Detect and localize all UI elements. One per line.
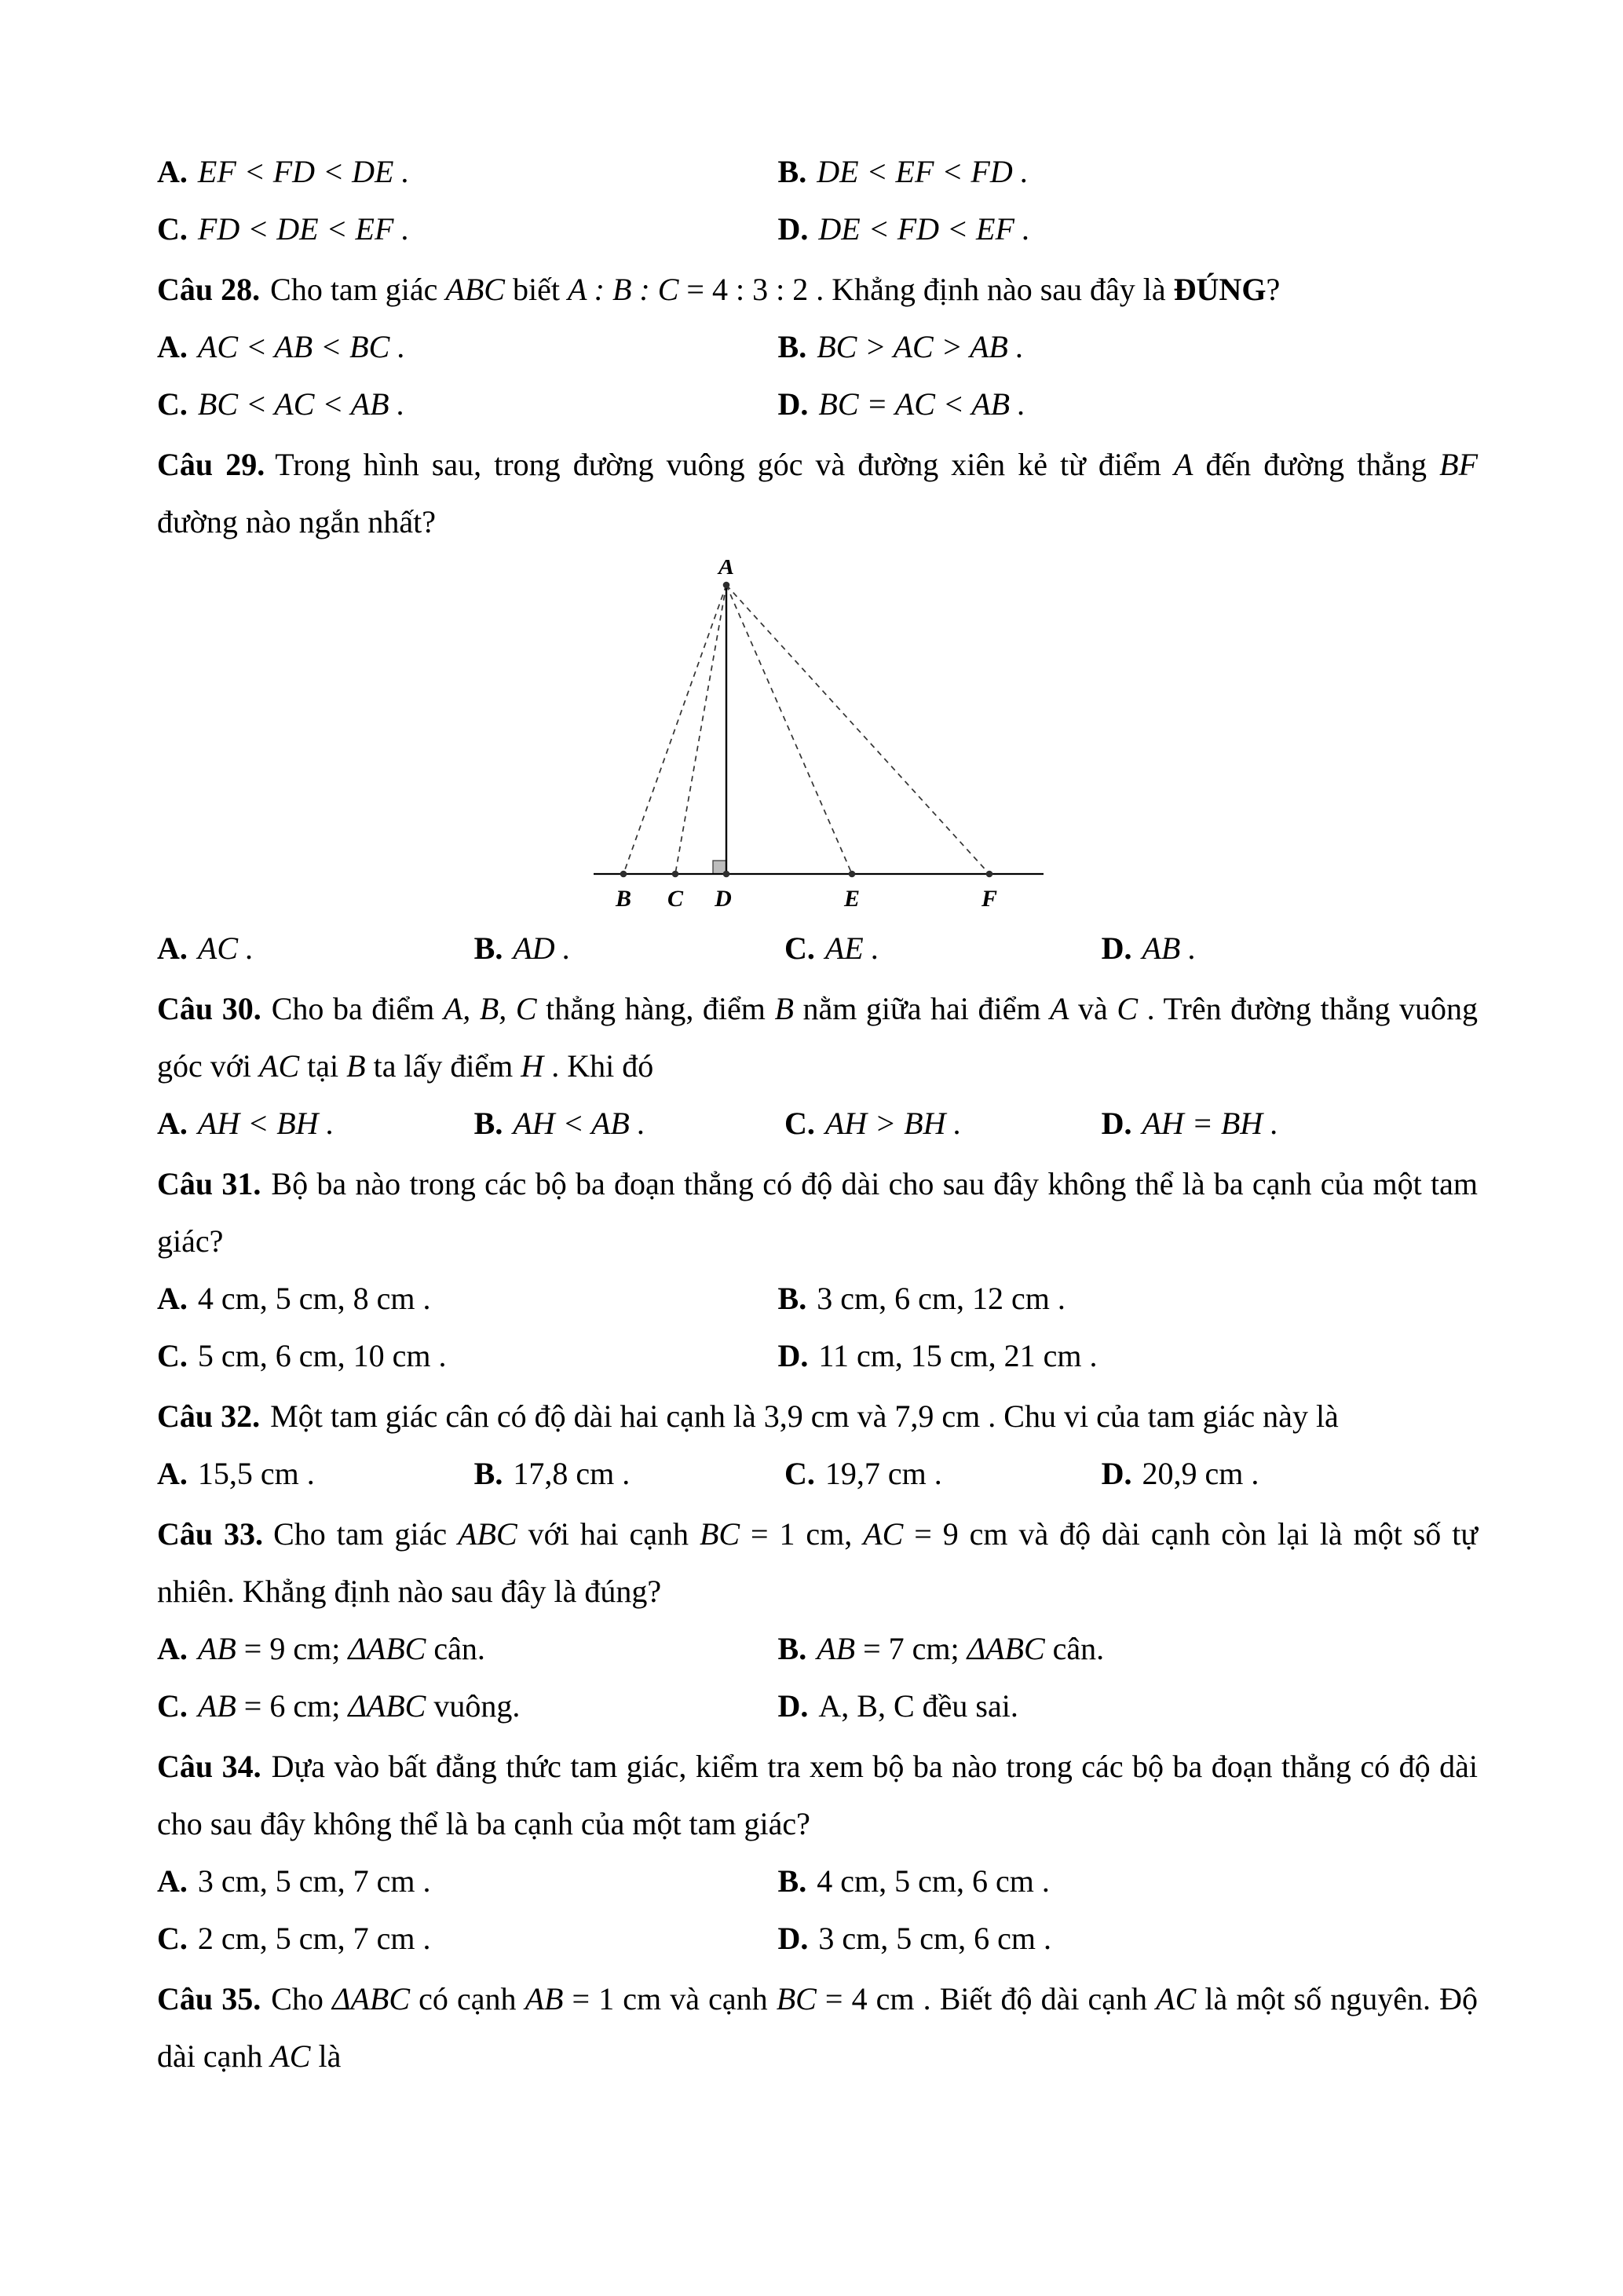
option-text: AB = 9 cm; ΔABC cân.: [197, 1631, 485, 1666]
point-label-E: E: [843, 886, 861, 912]
option-text: DE < FD < EF .: [818, 211, 1030, 247]
option-d: [778, 375, 1478, 433]
option-c: [784, 1095, 1102, 1152]
option-d: [778, 200, 1478, 258]
question-number: Câu 28.: [157, 272, 261, 307]
option-letter: C.: [784, 1106, 815, 1141]
option-letter: B.: [473, 930, 503, 966]
question-30: [157, 980, 1478, 1095]
option-text: BC = AC < AB .: [818, 386, 1026, 422]
question-33: [157, 1505, 1478, 1620]
question-33-options-row-2: [157, 1677, 1478, 1735]
option-letter: B.: [473, 1456, 503, 1491]
question-28-options-row-1: [157, 318, 1478, 375]
question-text: Cho tam giác ABC biết A : B : C = 4 : 3 : 2 . Khẳng định nào sau đây là ĐÚNG?: [270, 272, 1281, 307]
option-text: 4 cm, 5 cm, 8 cm .: [197, 1281, 431, 1316]
option-text: 3 cm, 6 cm, 12 cm .: [817, 1281, 1066, 1316]
question-text: Bộ ba nào trong các bộ ba đoạn thẳng có độ dài cho sau đây không thể là ba cạnh của một tam giác?: [157, 1166, 1478, 1259]
option-c: [157, 1677, 778, 1735]
option-d: [778, 1327, 1478, 1384]
option-letter: C.: [784, 1456, 815, 1491]
option-a: [157, 143, 778, 200]
question-text: Dựa vào bất đẳng thức tam giác, kiểm tra xem bộ ba nào trong các bộ ba đoạn thẳng có độ dài cho sau đây không thể là ba cạnh của một tam giác?: [157, 1749, 1478, 1841]
option-letter: D.: [1101, 1106, 1132, 1141]
question-34: [157, 1738, 1478, 1852]
option-text: 15,5 cm .: [197, 1456, 315, 1491]
point-A: [723, 582, 730, 589]
option-c: [157, 1910, 778, 1967]
point-C: [672, 871, 679, 878]
option-a: [157, 1620, 778, 1677]
option-letter: D.: [1101, 930, 1132, 966]
option-letter: D.: [777, 1338, 809, 1373]
point-E: [849, 871, 856, 878]
option-letter: C.: [157, 1338, 188, 1373]
option-text: AB = 7 cm; ΔABC cân.: [817, 1631, 1105, 1666]
option-text: 3 cm, 5 cm, 6 cm .: [818, 1921, 1052, 1956]
option-letter: D.: [1101, 1456, 1132, 1491]
option-letter: A.: [157, 1106, 188, 1141]
question-number: Câu 34.: [157, 1749, 261, 1784]
question-31-options-row-1: [157, 1270, 1478, 1327]
option-b: [474, 1445, 784, 1502]
point-label-A: A: [718, 560, 735, 579]
question-34-options-row-1: [157, 1852, 1478, 1910]
option-letter: B.: [777, 154, 807, 189]
question-28-options-row-2: [157, 375, 1478, 433]
option-text: AH > BH .: [824, 1106, 962, 1141]
option-c: [157, 375, 778, 433]
option-text: AB .: [1142, 930, 1197, 966]
question-number: Câu 29.: [157, 447, 265, 482]
question-34-options-row-2: [157, 1910, 1478, 1967]
option-b: [474, 919, 784, 977]
option-text: AH = BH .: [1142, 1106, 1279, 1141]
point-label-D: D: [715, 886, 732, 912]
option-b: [474, 1095, 784, 1152]
option-letter: A.: [157, 329, 188, 364]
option-letter: A.: [157, 154, 188, 189]
option-text: AE .: [824, 930, 879, 966]
point-D: [723, 871, 730, 878]
option-letter: D.: [777, 1921, 809, 1956]
option-d: [778, 1677, 1478, 1735]
option-b: [778, 1852, 1478, 1910]
question-33-options-row-1: [157, 1620, 1478, 1677]
question-29-options-row: [157, 919, 1478, 977]
option-d: [778, 1910, 1478, 1967]
option-letter: B.: [777, 329, 807, 364]
option-text: AC .: [197, 930, 254, 966]
question-number: Câu 30.: [157, 991, 261, 1026]
point-F: [986, 871, 993, 878]
question-32-options-row: [157, 1445, 1478, 1502]
option-text: 20,9 cm .: [1142, 1456, 1259, 1491]
option-d: [1102, 1445, 1478, 1502]
question-31: [157, 1155, 1478, 1270]
question-number: Câu 33.: [157, 1516, 264, 1552]
segment-AE-dashed: [726, 585, 852, 874]
option-letter: B.: [777, 1631, 807, 1666]
option-text: AH < BH .: [197, 1106, 334, 1141]
option-text: A, B, C đều sai.: [818, 1688, 1018, 1724]
question-28: [157, 261, 1478, 318]
option-d: [1102, 919, 1478, 977]
option-text: 2 cm, 5 cm, 7 cm .: [197, 1921, 431, 1956]
segment-AB-dashed: [623, 585, 726, 874]
option-letter: D.: [777, 386, 809, 422]
option-b: [778, 1270, 1478, 1327]
question-31-options-row-2: [157, 1327, 1478, 1384]
option-c: [784, 919, 1102, 977]
option-letter: A.: [157, 1863, 188, 1899]
point-label-F: F: [981, 886, 998, 912]
point-B: [620, 871, 627, 878]
option-letter: D.: [777, 1688, 809, 1724]
question-35: [157, 1970, 1478, 2085]
segment-AC-dashed: [675, 585, 726, 874]
option-b: [778, 1620, 1478, 1677]
option-letter: B.: [777, 1863, 807, 1899]
option-text: AB = 6 cm; ΔABC vuông.: [197, 1688, 521, 1724]
option-c: [157, 200, 778, 258]
option-a: [157, 919, 474, 977]
option-b: [778, 318, 1478, 375]
question-30-options-row: [157, 1095, 1478, 1152]
option-text: EF < FD < DE .: [197, 154, 410, 189]
option-text: BC < AC < AB .: [197, 386, 405, 422]
option-a: [157, 318, 778, 375]
question-text: Cho ΔABC có cạnh AB = 1 cm và cạnh BC = 4 cm . Biết độ dài cạnh AC là một số nguyên. Độ dài cạnh AC là: [157, 1981, 1479, 2074]
option-d: [1102, 1095, 1478, 1152]
point-label-B: B: [615, 886, 632, 912]
option-text: FD < DE < EF .: [197, 211, 410, 247]
option-letter: A.: [157, 930, 188, 966]
question-number: Câu 31.: [157, 1166, 261, 1201]
question-number: Câu 32.: [157, 1398, 261, 1434]
question-27-options-row-1: [157, 143, 1478, 200]
option-letter: B.: [473, 1106, 503, 1141]
option-text: 11 cm, 15 cm, 21 cm .: [818, 1338, 1098, 1373]
option-letter: A.: [157, 1631, 188, 1666]
option-text: AC < AB < BC .: [197, 329, 406, 364]
option-letter: D.: [777, 211, 809, 247]
question-text: Cho tam giác ABC với hai cạnh BC = 1 cm, AC = 9 cm và độ dài cạnh còn lại là một số tự nhiên. Khẳng định nào sau đây là đúng?: [157, 1516, 1479, 1609]
segment-AF-dashed: [726, 585, 989, 874]
option-letter: C.: [157, 1688, 188, 1724]
option-a: [157, 1445, 474, 1502]
option-c: [157, 1327, 778, 1384]
option-text: 3 cm, 5 cm, 7 cm .: [197, 1863, 431, 1899]
option-letter: B.: [777, 1281, 807, 1316]
option-letter: C.: [157, 386, 188, 422]
option-text: 17,8 cm .: [513, 1456, 631, 1491]
option-text: BC > AC > AB .: [817, 329, 1024, 364]
option-c: [784, 1445, 1102, 1502]
option-a: [157, 1852, 778, 1910]
option-text: 4 cm, 5 cm, 6 cm .: [817, 1863, 1050, 1899]
option-letter: A.: [157, 1456, 188, 1491]
option-text: AD .: [513, 930, 571, 966]
option-letter: C.: [157, 211, 188, 247]
option-a: [157, 1095, 474, 1152]
question-text: Cho ba điểm A, B, C thẳng hàng, điểm B nằm giữa hai điểm A và C . Trên đường thẳng vuông góc với AC tại B ta lấy điểm H . Khi đó: [157, 991, 1479, 1084]
geometry-figure-container: [157, 560, 1478, 915]
option-text: DE < EF < FD .: [817, 154, 1029, 189]
option-letter: C.: [157, 1921, 188, 1956]
option-text: 5 cm, 6 cm, 10 cm .: [197, 1338, 447, 1373]
option-text: 19,7 cm .: [824, 1456, 942, 1491]
question-29: [157, 436, 1478, 550]
question-27-options-row-2: [157, 200, 1478, 258]
option-letter: C.: [784, 930, 815, 966]
question-text: Trong hình sau, trong đường vuông góc và đường xiên kẻ từ điểm A đến đường thẳng BF đường nào ngắn nhất?: [157, 447, 1479, 539]
question-text: Một tam giác cân có độ dài hai cạnh là 3,9 cm và 7,9 cm . Chu vi của tam giác này là: [270, 1398, 1339, 1434]
option-letter: A.: [157, 1281, 188, 1316]
point-label-C: C: [667, 886, 684, 912]
option-text: AH < AB .: [513, 1106, 645, 1141]
question-32: [157, 1387, 1478, 1445]
question-number: Câu 35.: [157, 1981, 261, 2016]
geometry-figure: [582, 560, 1053, 915]
option-b: [778, 143, 1478, 200]
option-a: [157, 1270, 778, 1327]
